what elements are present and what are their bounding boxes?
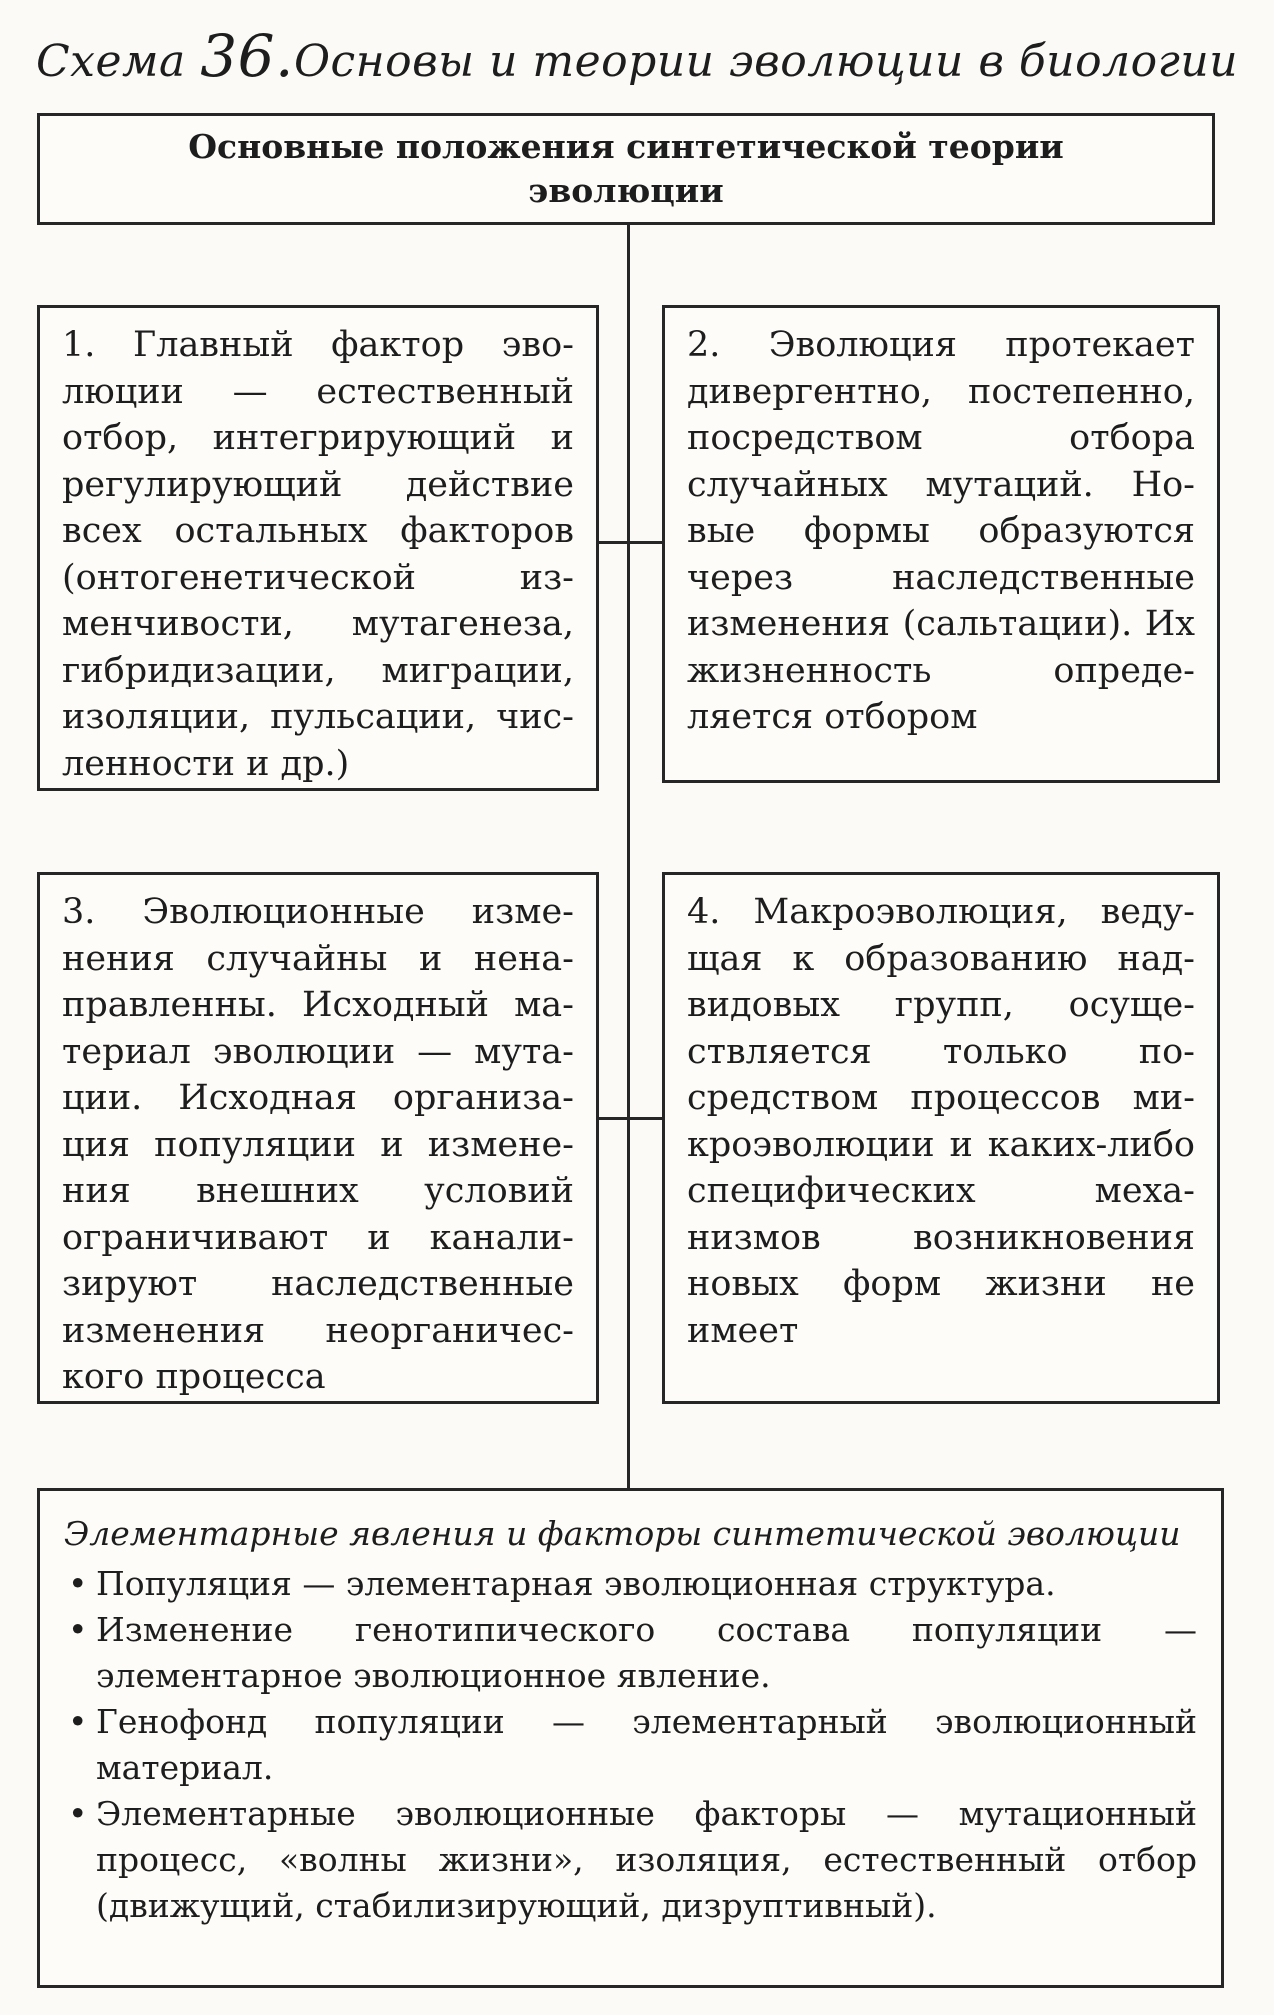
header-box-text: Основные положения синтетической теории эволюции: [188, 127, 1064, 210]
list-item: • Популяция — элементарная эволюционная структура.: [64, 1561, 1197, 1607]
header-box: [37, 113, 1215, 225]
title-text: Основы и теории эволюции в биологии: [293, 36, 1239, 87]
position-text-4: 4. Макроэволюция, ведущая к образованию надвидовых групп, осуществляется только посредством процессов микроэволюции и каких-либо специфических механизмов возникновения новых форм жизни не имеет: [687, 892, 1195, 1351]
list-item: • Генофонд популяции — элементарный эволюционный материал.: [64, 1699, 1197, 1791]
connector-vertical: [627, 225, 630, 1488]
elementary-box: [37, 1488, 1224, 1988]
diagram-title: [0, 22, 1274, 90]
elementary-list: [64, 1561, 1197, 1929]
position-box-2: [662, 305, 1220, 783]
position-box-4: [662, 872, 1220, 1404]
position-box-1: [37, 305, 599, 791]
connector-left-1: [599, 541, 629, 544]
position-box-3: [37, 872, 599, 1404]
position-text-1: 1. Главный фактор эволюции — естественный отбор, интегрирующий и регулирующий действие всех остальных факторов (онтогенетической изменчивости, мутагенеза, гибридизации, миграции, изоляции, пульсации, численности и др.): [62, 325, 574, 784]
position-text-2: 2. Эволюция протекает дивергентно, постепенно, посредством отбора случайных мутаций. Новые формы образуются через наследственные изменения (сальтации). Их жизненность определяется отбором: [687, 325, 1195, 737]
connector-left-3: [599, 1117, 629, 1120]
title-number: 36.: [200, 22, 294, 90]
elementary-heading: Элементарные явления и факторы синтетической эволюции: [64, 1514, 1181, 1553]
list-item: • Элементарные эволюционные факторы — мутационный процесс, «волны жизни», изоляция, естественный отбор (движущий, стабилизирующий, дизруптивный).: [64, 1791, 1197, 1929]
connector-right-2: [628, 541, 662, 544]
list-item: • Изменение генотипического состава популяции — элементарное эволюционное явление.: [64, 1607, 1197, 1699]
connector-right-4: [628, 1117, 662, 1120]
title-prefix: Схема: [35, 36, 186, 87]
position-text-3: 3. Эволюционные изменения случайны и ненаправленны. Исходный материал эволюции — мутации. Исходная организация популяции и изменения внешних условий ограничивают и канализируют наследственные изменения неорганического процесса: [62, 892, 574, 1397]
